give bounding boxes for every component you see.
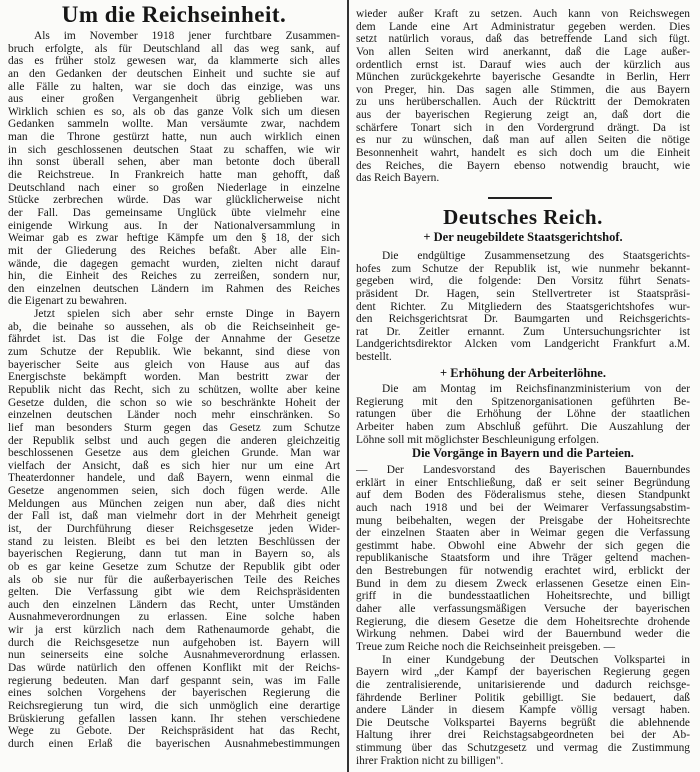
text-line: vielfach der Ansicht, daß es sich hier nur um eine Art	[8, 459, 340, 472]
text-line: Deutschland nach einer so großen Niederlage in einzelne	[8, 181, 340, 194]
text-line: Das würde natürlich den offenen Konflikt mit der Reichs-	[8, 662, 340, 675]
text-line: Wirklich schien es so, als ob das ganze Volk sich um diesen	[8, 105, 340, 118]
article-title: Um die Reichseinheit.	[61, 2, 287, 27]
paragraph	[8, 30, 340, 308]
text-line: Besonnenheit wahrt, handelt es sich doch um die Einheit	[356, 147, 690, 160]
headline-vorgaenge-bayern: Die Vorgänge in Bayern und die Parteien.	[412, 446, 634, 460]
text-line: Weimar gab es zwar heftige Kämpfe um den § 18, der sich	[8, 232, 340, 245]
text-line: bestellt.	[356, 351, 392, 364]
text-line: Die Deutsche Volkspartei Bayerns begrüßt die ablehnende	[356, 716, 690, 729]
text-line: Bund in dem zu diesem Zweck erlassenen Gesetze einen Ein-	[356, 577, 690, 590]
text-line: der Fall. Das gemeinsame Unglück übte vielmehr eine	[8, 206, 340, 219]
text-line: München zurückgekehrte bayerische Gesandte in Berlin, Herr	[356, 71, 690, 84]
text-line: das es früher stolz gewesen war, da klammerte sich alles	[8, 55, 340, 68]
text-line: die zentralisierende, unitarisierende und dadurch reichsge-	[356, 678, 690, 691]
text-line: erklärt in einer Entschließung, daß er seit seiner Begründung	[356, 476, 690, 489]
text-line: dent Richter. Zu Mitgliedern des Staatsgerichtshofes wur-	[356, 300, 690, 313]
text-line: aus einer großen Vergangenheit übrig geblieben war.	[8, 93, 340, 106]
text-line: Treue zum Reiche noch die Reichseinheit preisgeben. —	[356, 640, 615, 653]
text-line: fährdet ist. Das ist die Folge der Annahme der Gesetze	[8, 333, 340, 346]
text-line: Als im November 1918 jener furchtbare Zusammen-	[34, 30, 340, 42]
text-line: den Bestrebungen für notwendig erachtet wird, erblickt der	[356, 565, 690, 578]
text-line: hofes zum Schutze der Republik ist, wie nunmehr bekannt-	[356, 262, 690, 275]
text-line: fährdende Berliner Politik gebilligt. Sie bedauert, daß	[356, 691, 690, 704]
paragraph	[8, 308, 340, 750]
text-line: gelten. Die Verfassung gibt wie dem Reichspräsidenten	[8, 586, 340, 599]
text-line: Wege zu Gebote. Der Reichspräsident hat das Recht,	[8, 725, 340, 738]
section-title: Deutsches Reich.	[443, 205, 603, 229]
text-line: mit der Gliederung des Reiches befaßt. Aber alle Ein-	[8, 244, 340, 257]
text-line: es nur zu wünschen, daß man auf allen Seiten die nötige	[356, 134, 690, 147]
text-line: In einer Kundgebung der Deutschen Volkspartei in	[382, 653, 690, 666]
article-arbeiterloehne	[356, 383, 690, 446]
headline-staatsgerichtshof: + Der neugebildete Staatsgerichtshof.	[423, 230, 623, 244]
text-line: der Fall ist, daß man vielmehr dort in der Mehrheit geneigt	[8, 510, 340, 523]
article-continuation	[356, 8, 690, 185]
text-line: gestimmt habe. Obwohl eine Abwehr der sich gegen die	[356, 539, 690, 552]
text-line: Die am Montag im Reichsfinanzministerium von der	[382, 383, 690, 395]
text-line: ob es gar keine Gesetze zum Schutze der Republik gibt oder	[8, 560, 340, 573]
article-staatsgerichtshof	[356, 250, 690, 364]
separator-rule	[488, 197, 552, 199]
text-line: Gesetze angenommen seien, sich doch fügen werde. Alle	[8, 485, 340, 498]
text-line: alle Fälle zu halten, war sie doch das einzige, was uns	[8, 80, 340, 93]
text-line: durch einen Erlaß die bayerischen Ausnahmebestimmungen	[8, 737, 340, 750]
text-line: man die Throne gestürzt hatte, nun auch wirklich einen	[8, 131, 340, 144]
text-line: bruch erfolgte, als für Deutschland all das weg sank, auf	[8, 42, 340, 55]
text-line: regierung bedeuten. Man darf gespannt sein, was im Falle	[8, 674, 340, 687]
text-line: mung beibehalten, wegen der Preisgabe der Hoheitsrechte	[356, 514, 690, 527]
text-line: andere Länder in diesem Kampfe völlig versagt haben.	[356, 704, 690, 717]
text-line: schärfere Tonart sich in den Vordergrund drängt. Da ist	[356, 121, 690, 134]
text-line: lief man besonders Sturm gegen das Gesetz zum Schutze	[8, 421, 340, 434]
text-line: des Reiches, die Bayern ebenso notwendig braucht, wie	[356, 159, 690, 172]
text-line: ab, die beinahe so aussehen, als ob die Reichseinheit ge-	[8, 320, 340, 333]
paragraph	[356, 464, 690, 654]
text-line: bayerischer Seite aus gleich von Hause aus auf das	[8, 358, 340, 371]
text-line: Gedanken sammeln wollte. Man versäumte zwar, nachdem	[8, 118, 340, 131]
paragraph	[356, 8, 690, 185]
text-line: Brüskierung gefallen lassen kann. Ihr stehen verschiedene	[8, 712, 340, 725]
text-line: Haltung ihrer drei Reichstagsabgeordneten bei der Ab-	[356, 729, 690, 742]
text-line: beschlossenen Gesetze aus dem gleichen Grunde. Man war	[8, 447, 340, 460]
text-line: Bayern wird „der Kampf der bayerischen Regierung gegen	[356, 666, 690, 679]
text-line: ratungen über die Erhöhung der Löhne der staatlichen	[356, 408, 690, 421]
text-line: Die endgültige Zusammensetzung des Staatsgerichts-	[382, 250, 690, 262]
text-line: wieder außer Kraft zu setzen. Auch kann von Reichswegen	[356, 8, 690, 20]
text-line: das Reich Bayern.	[356, 172, 440, 185]
text-line: Ausnahmeverordnungen zu erlassen. Eine solche haben	[8, 611, 340, 624]
text-line: Löhne soll mit möglichster Beschleunigung erfolgen.	[356, 433, 599, 446]
text-line: Jetzt spielen sich aber sehr ernste Dinge in Bayern	[34, 308, 340, 321]
text-line: nun seinerseits eine solche Ausnahmeverordnung erlassen.	[8, 649, 340, 662]
headline-arbeiterloehne: + Erhöhung der Arbeiterlöhne.	[440, 366, 606, 380]
text-line: Wirkung nehmen. Dabei wird der Bauernbund weder die	[356, 628, 690, 641]
text-line: setzt natürlich voraus, daß das betreffende Land sich fügt.	[356, 33, 690, 46]
text-line: durch die Reichsgesetze nun aufgehoben ist. Bayern will	[8, 636, 340, 649]
text-line: Theaterdonner handele, und daß Bayern, wenn einmal die	[8, 472, 340, 485]
text-line: Arbeiter haben zum Abschluß geführt. Die Auszahlung der	[356, 420, 690, 433]
paragraph	[356, 250, 690, 364]
text-line: der einzelnen Staaten aber in Weimar gegen die Verfassung	[356, 527, 690, 540]
text-line: stand zu leisten. Bleibt es bei den letzten Beschlüssen der	[8, 535, 340, 548]
text-line: auch nach 1918 und bei der Weimarer Verfassungsabstim-	[356, 501, 690, 514]
text-line: eines solchen Vorgehens der bayerischen Regierung die	[8, 687, 340, 700]
text-line: Gesetze dulden, die schon so wie so beschränkte Hoheit der	[8, 396, 340, 409]
text-line: rat Dr. Zeitler ernannt. Zum Untersuchungsrichter ist	[356, 325, 690, 338]
text-line: republikanische Staatsform und ihre Träger geltend machen-	[356, 552, 690, 565]
text-line: wir ja erst kürzlich nach dem Rathenaumorde gehabt, die	[8, 624, 340, 637]
text-line: wände, die dagegen gemacht wurden, zielten nicht darauf	[8, 257, 340, 270]
text-line: stimmung über das Schutzgesetz und vermag die Zustimmung	[356, 742, 690, 755]
paragraph	[356, 654, 690, 768]
text-line: Stücke zerbrechen würde. Das war glücklicherweise nicht	[8, 194, 340, 207]
text-line: zu uns herüberschallen. Auch der Rücktritt der Demokraten	[356, 96, 690, 109]
text-line: einigende Wirkung aus. In der Nationalversammlung in	[8, 219, 340, 232]
text-line: dem Lande eine Art Administratur gegeben werden. Dies	[356, 20, 690, 33]
text-line: in sich geschlossenen deutschen Staat zu schaffen, wie wir	[8, 143, 340, 156]
text-line: — Der Landesvorstand des Bayerischen Bauernbundes	[356, 464, 690, 476]
article-vorgaenge-bayern	[356, 464, 690, 767]
article-body-reichseinheit	[8, 30, 340, 751]
text-line: Regierung, die diesem Gesetze die dem Hoheitsrechte drohende	[356, 615, 690, 628]
text-line: ordentlich ernst ist. Darauf wies auch der kürzlich aus	[356, 58, 690, 71]
text-line: die Reichstreue. In Frankreich hatte man gehofft, daß	[8, 169, 340, 182]
text-line: aus der bayerischen Regierung zeigt an, daß dort die	[356, 109, 690, 122]
text-line: den Reichsgerichtsrat Dr. Baumgarten und Reichsgerichts-	[356, 313, 690, 326]
text-line: an den Gedanken der deutschen Einheit und suchte sie auf	[8, 67, 340, 80]
text-line: Regierung mit den Spitzenorganisationen geführten Be-	[356, 395, 690, 408]
text-line: als ob sie nur für die außerbayerischen Teile des Reiches	[8, 573, 340, 586]
text-line: den einzelnen deutschen Ländern im Rahmen des Reiches	[8, 282, 340, 295]
text-line: Von allen Seiten wird anerkannt, daß die Lage außer-	[356, 45, 690, 58]
text-line: auf dem Boden des Föderalismus stehe, diesen Standpunkt	[356, 489, 690, 502]
column-divider	[347, 0, 349, 772]
text-line: Reichsregierung tun wird, die sich unmöglich eine derartige	[8, 699, 340, 712]
text-line: Energischste bekämpft worden. Man bestritt zwar der	[8, 371, 340, 384]
text-line: daher alle verfassungsmäßigen Versuche der bayerischen	[356, 603, 690, 616]
text-line: gegeben wird, die folgende: Den Vorsitz führt Senats-	[356, 275, 690, 288]
text-line: auch den einzelnen Ländern das Recht, unter Umständen	[8, 598, 340, 611]
text-line: einzelnen deutschen Länder noch mehr einschränken. So	[8, 409, 340, 422]
text-line: hin, die Einheit des Reiches zu zerreißen, sondern nur,	[8, 270, 340, 283]
text-line: bayerischen Regierung, dann tut man in Bayern so, als	[8, 548, 340, 561]
text-line: Republik nicht das Recht, sich zu schützen, wollte aber keine	[8, 383, 340, 396]
text-line: die Eigenart zu bewahren.	[8, 295, 127, 308]
text-line: ihrer Fraktion nicht zu billigen".	[356, 754, 504, 767]
paragraph	[356, 383, 690, 446]
text-line: der Republik selbst und auch gegen die anderen gleichzeitig	[8, 434, 340, 447]
text-line: griff in die bundesstaatlichen Hoheitsrechte, und billigt	[356, 590, 690, 603]
text-line: ist, der Durchführung dieser Reichsgesetze jeden Wider-	[8, 522, 340, 535]
text-line: zum Schutze der Republik. Wie bekannt, sind diese von	[8, 346, 340, 359]
text-line: ihn sonst überall sehen, aber man betonte doch überall	[8, 156, 340, 169]
text-line: von Preger, hin. Das sagen alle Stimmen, die aus Bayern	[356, 83, 690, 96]
text-line: präsident Dr. Hagen, sein Stellvertreter ist Staatspräsi-	[356, 287, 690, 300]
text-line: Landgerichtsdirektor Alcken vom Landgericht Frankfurt a.M.	[356, 338, 690, 351]
text-line: Meldungen aus München zeigen nun aber, daß dies nicht	[8, 497, 340, 510]
